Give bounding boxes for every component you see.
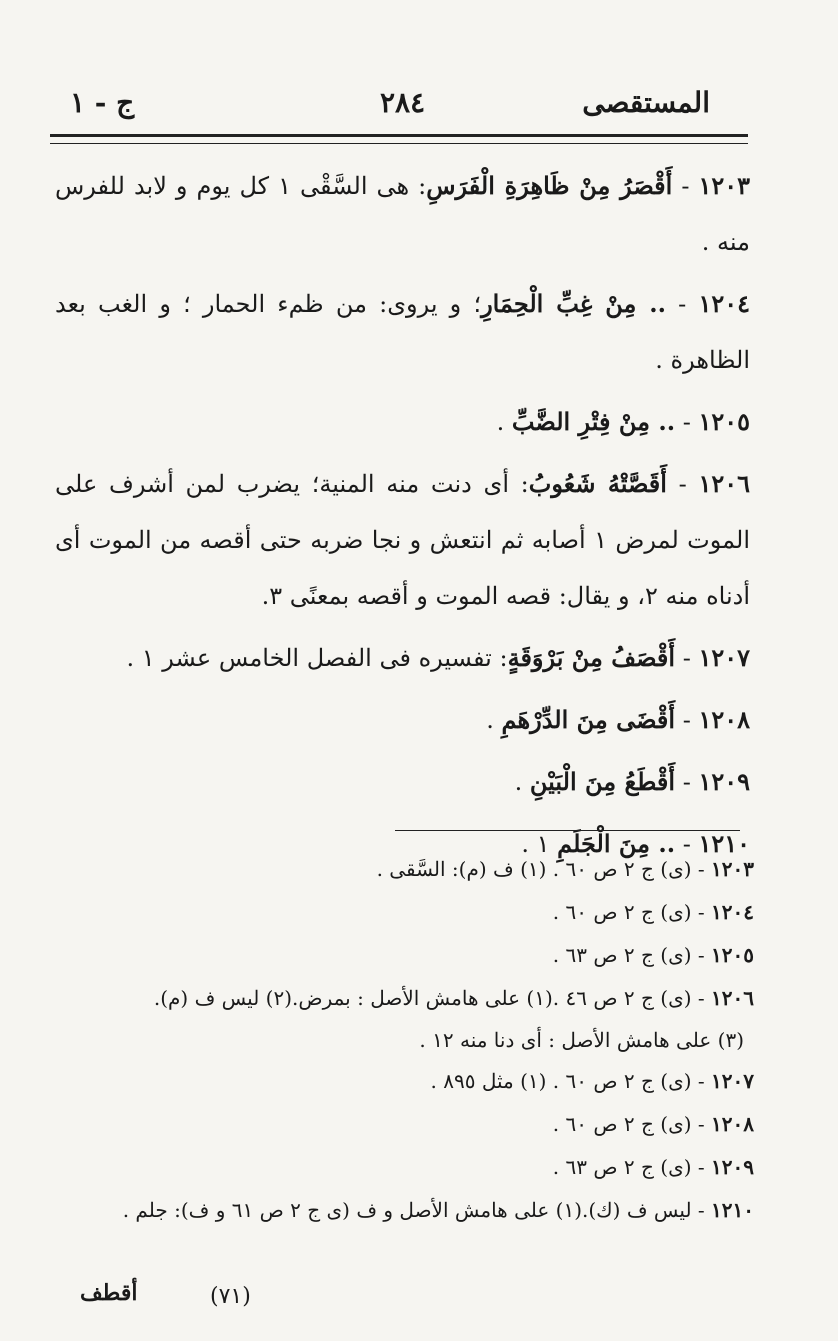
note-1208: ١٢٠٨ - (ى) ج ٢ ص ٦٠ . — [552, 1112, 754, 1136]
entry-number: ١٢٠٦ — [698, 469, 750, 498]
note-number: ١٢٠٩ — [711, 1155, 754, 1179]
entry-1207: ١٢٠٧ - أَقْصَفُ مِنْ بَرْوَقَةٍ: تفسيره فى الفصل الخامس عشر ١ . — [126, 643, 750, 672]
note-number: ١٢١٠ — [711, 1198, 754, 1222]
entry-1205: ١٢٠٥ - .. مِنْ فِتْرِ الضَّبِّ . — [496, 407, 750, 436]
entry-headword: أَقَصَّتْهُ شَعُوبُ — [528, 469, 667, 498]
entry-number: ١٢٠٧ — [698, 643, 750, 672]
entry-text: . — [514, 768, 530, 796]
note-text: (ى) ج ٢ ص ٦٠ . — [552, 1112, 692, 1136]
note-text: (٣) على هامش الأصل : أى دنا منه ١٢ . — [419, 1028, 744, 1052]
note-number: ١٢٠٨ — [711, 1112, 754, 1136]
entry-number: ١٢٠٥ — [698, 407, 750, 436]
entry-headword: أَقْضَى مِنَ الدِّرْهَمِ — [501, 705, 676, 734]
note-text: (ى) ج ٢ ص ٦٠ . (١) ف (م): السَّقى . — [376, 857, 692, 881]
note-1206: ١٢٠٦ - (ى) ج ٢ ص ٤٦ .(١) على هامش الأصل : بمرض.(٢) ليس ف (م). — [153, 986, 754, 1010]
page-header — [50, 86, 750, 130]
entry-headword: أَقْصَفُ مِنْ بَرْوَقَةٍ — [507, 643, 676, 672]
entry-1203: ١٢٠٣ - أَقْصَرُ مِنْ ظَاهِرَةِ الْفَرَسِ: هى السَّقْى ١ كل يوم و لابد للفرس منه . — [55, 171, 750, 256]
note-1206-continued — [40, 1020, 754, 1060]
entry-headword: .. مِنْ غِبِّ الْحِمَارِ — [481, 289, 666, 318]
entry-number: ١٢١٠ — [698, 829, 750, 858]
proverb-entries — [55, 158, 750, 878]
note-1204: ١٢٠٤ - (ى) ج ٢ ص ٦٠ . — [552, 900, 754, 924]
page-number: ٢٨٤ — [380, 86, 426, 119]
entry-headword: .. مِنَ الْجَلَمِ — [557, 829, 676, 858]
running-title: المستقصى — [582, 86, 710, 119]
entry-number: ١٢٠٣ — [698, 171, 750, 200]
note-1207: ١٢٠٧ - (ى) ج ٢ ص ٦٠ . (١) مثل ٨٩٥ . — [430, 1069, 754, 1093]
note-number: ١٢٠٥ — [711, 943, 754, 967]
entry-text: ١ . — [521, 830, 558, 858]
entry-1208: ١٢٠٨ - أَقْضَى مِنَ الدِّرْهَمِ . — [486, 705, 750, 734]
catchword: أقطف — [80, 1280, 138, 1306]
note-1205: ١٢٠٥ - (ى) ج ٢ ص ٦٣ . — [552, 943, 754, 967]
signature-mark: (٧١) — [210, 1284, 251, 1309]
entry-1210: ١٢١٠ - .. مِنَ الْجَلَمِ ١ . — [521, 829, 750, 858]
note-1209: ١٢٠٩ - (ى) ج ٢ ص ٦٣ . — [552, 1155, 754, 1179]
entry-text: ؛ و يروى: من ظمء الحمار ؛ و الغب بعد الظاهرة . — [55, 290, 750, 374]
note-text: (ى) ج ٢ ص ٦٣ . — [552, 1155, 692, 1179]
entry-number: ١٢٠٩ — [698, 767, 750, 796]
note-1203: ١٢٠٣ - (ى) ج ٢ ص ٦٠ . (١) ف (م): السَّقى . — [376, 857, 754, 881]
entry-text: : أى دنت منه المنية؛ يضرب لمن أشرف على الموت لمرض ١ أصابه ثم انتعش و نجا ضربه حتى أقصه من الموت أى أدناه منه ٢، و يقال: قصه الموت و أقصه بمعنًى ٣. — [55, 470, 751, 610]
note-text: (ى) ج ٢ ص ٦٣ . — [552, 943, 692, 967]
page-footer — [60, 1280, 360, 1320]
entry-1204: ١٢٠٤ - .. مِنْ غِبِّ الْحِمَارِ؛ و يروى: من ظمء الحمار ؛ و الغب بعد الظاهرة . — [55, 289, 750, 374]
entry-headword: أَقْطَعُ مِنَ الْبَيْنِ — [529, 767, 676, 796]
entry-number: ١٢٠٤ — [698, 289, 750, 318]
entry-1206: ١٢٠٦ - أَقَصَّتْهُ شَعُوبُ: أى دنت منه المنية؛ يضرب لمن أشرف على الموت لمرض ١ أصابه ثم انتعش و نجا ضربه حتى أقصه من الموت أى أدناه منه ٢، و يقال: قصه الموت و أقصه بمعنًى ٣. — [55, 469, 751, 610]
entry-headword: أَقْصَرُ مِنْ ظَاهِرَةِ الْفَرَسِ — [426, 171, 673, 200]
note-number: ١٢٠٧ — [711, 1069, 754, 1093]
note-number: ١٢٠٤ — [711, 900, 754, 924]
note-1210: ١٢١٠ - ليس ف (ك).(١) على هامش الأصل و ف (ى ج ٢ ص ٦١ و ف): جلم . — [122, 1198, 754, 1222]
note-text: (ى) ج ٢ ص ٦٠ . — [552, 900, 692, 924]
entry-number: ١٢٠٨ — [698, 705, 750, 734]
header-rule — [50, 134, 748, 144]
entry-headword: .. مِنْ فِتْرِ الضَّبِّ — [511, 407, 676, 436]
footnotes — [40, 848, 754, 1232]
footnote-rule — [395, 830, 740, 831]
entry-1209: ١٢٠٩ - أَقْطَعُ مِنَ الْبَيْنِ . — [514, 767, 750, 796]
note-text: (ى) ج ٢ ص ٦٠ . (١) مثل ٨٩٥ . — [430, 1069, 692, 1093]
entry-text: . — [486, 706, 502, 734]
note-number: ١٢٠٣ — [711, 857, 754, 881]
entry-text: . — [496, 408, 512, 436]
note-number: ١٢٠٦ — [711, 986, 754, 1010]
volume-part: ج - ١ — [70, 86, 135, 119]
note-text: (ى) ج ٢ ص ٤٦ .(١) على هامش الأصل : بمرض.(٢) ليس ف (م). — [153, 986, 692, 1010]
entry-text: : هى السَّقْى ١ كل يوم و لابد للفرس منه . — [55, 172, 750, 256]
note-text: ليس ف (ك).(١) على هامش الأصل و ف (ى ج ٢ ص ٦١ و ف): جلم . — [122, 1198, 692, 1222]
entry-text: : تفسيره فى الفصل الخامس عشر ١ . — [126, 644, 508, 672]
